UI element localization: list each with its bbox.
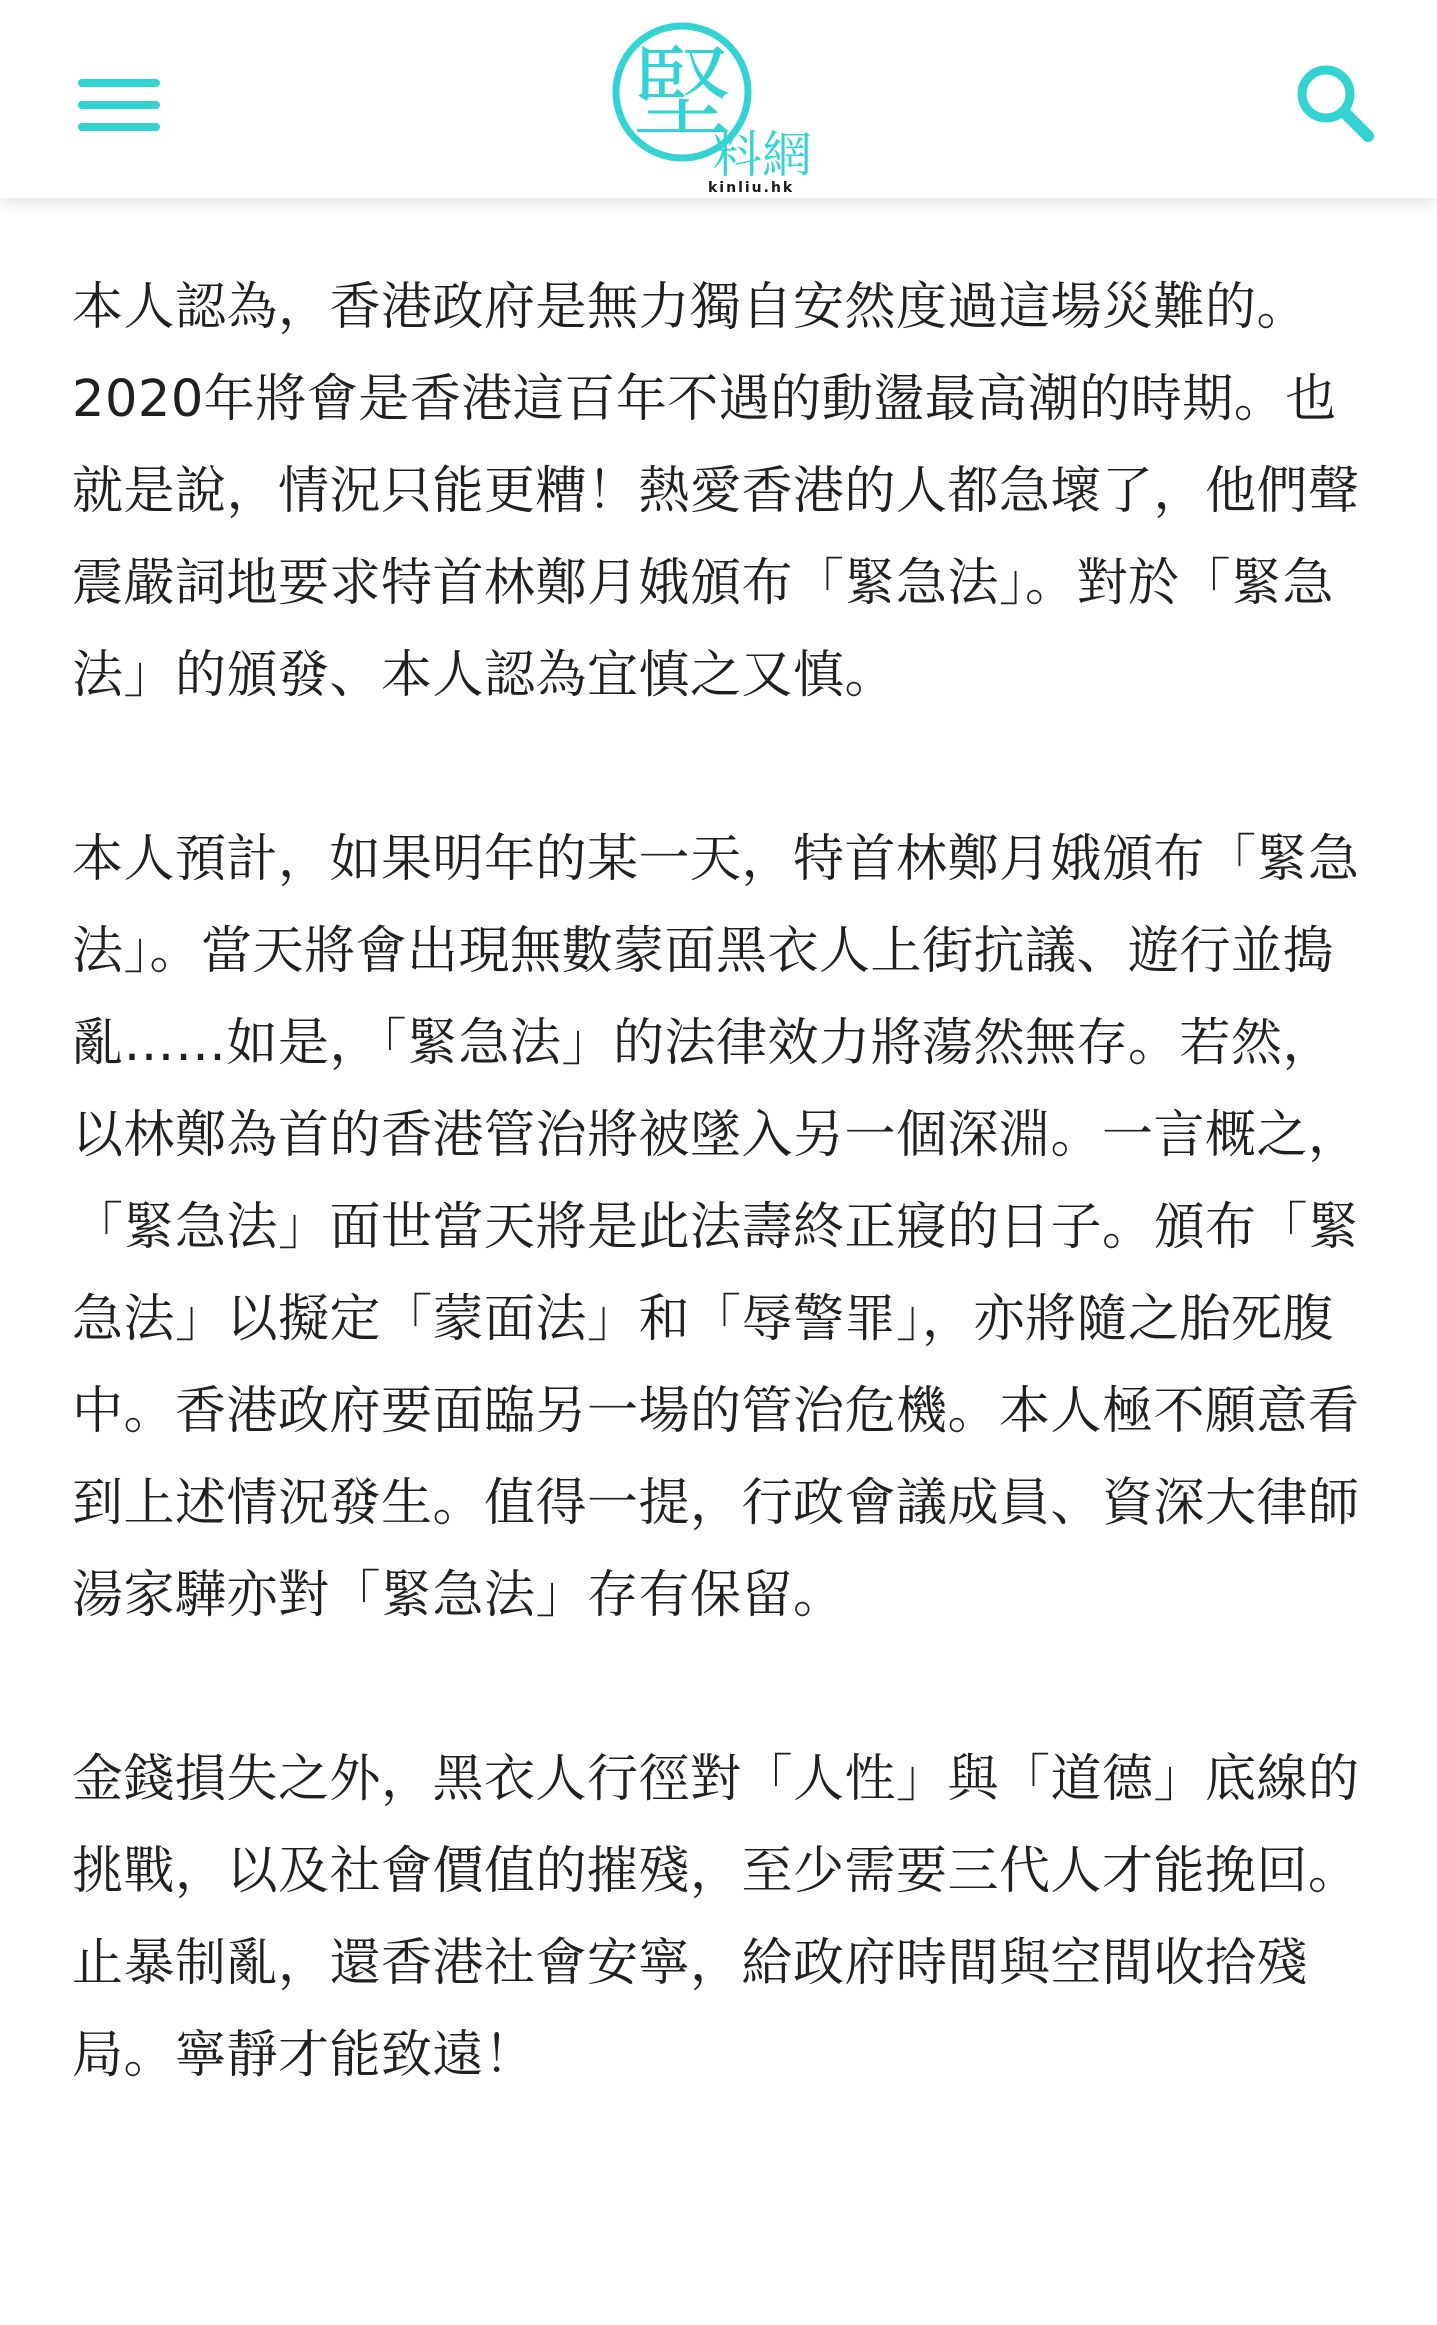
search-icon[interactable]: [1290, 58, 1380, 148]
article-paragraph: 本人認為，香港政府是無力獨自安然度過這場災難的。2020年將會是香港這百年不遇的動盪最高潮的時期。也就是說，情況只能更糟！熱愛香港的人都急壞了，他們聲震嚴詞地要求特首林鄭月娥頒布「緊急法」。對於「緊急法」的頒發、本人認為宜慎之又慎。: [72, 278, 1360, 705]
logo-small-chars: 料網: [712, 126, 812, 184]
logo-domain: kinliu.hk: [708, 180, 795, 196]
article-paragraph: 金錢損失之外，黑衣人行徑對「人性」與「道德」底線的挑戰，以及社會價值的摧殘，至少需要三代人才能挽回。止暴制亂，還香港社會安寧，給政府時間與空間收拾殘局。寧靜才能致遠！: [72, 1750, 1360, 2085]
kinliu-logo-graphic: [590, 16, 850, 196]
menu-bar-line: [78, 101, 160, 109]
article-body: [72, 262, 1372, 2194]
site-logo[interactable]: [590, 16, 850, 196]
search-icon-graphic: [1290, 58, 1380, 148]
hamburger-menu-icon[interactable]: [70, 70, 170, 140]
article-paragraph: 本人預計，如果明年的某一天，特首林鄭月娥頒布「緊急法」。當天將會出現無數蒙面黑衣人上街抗議、遊行並搗亂……如是，「緊急法」的法律效力將蕩然無存。若然，以林鄭為首的香港管治將被墜入另一個深淵。一言概之，「緊急法」面世當天將是此法壽終正寢的日子。頒布「緊急法」以擬定「蒙面法」和「辱警罪」，亦將隨之胎死腹中。香港政府要面臨另一場的管治危機。本人極不願意看到上述情況發生。值得一提，行政會議成員、資深大律師湯家驊亦對「緊急法」存有保留。: [72, 830, 1360, 1625]
menu-bar-line: [78, 79, 160, 87]
menu-bar-line: [78, 123, 160, 131]
logo-big-char: 堅: [632, 35, 732, 152]
top-navigation-bar: [0, 0, 1437, 198]
